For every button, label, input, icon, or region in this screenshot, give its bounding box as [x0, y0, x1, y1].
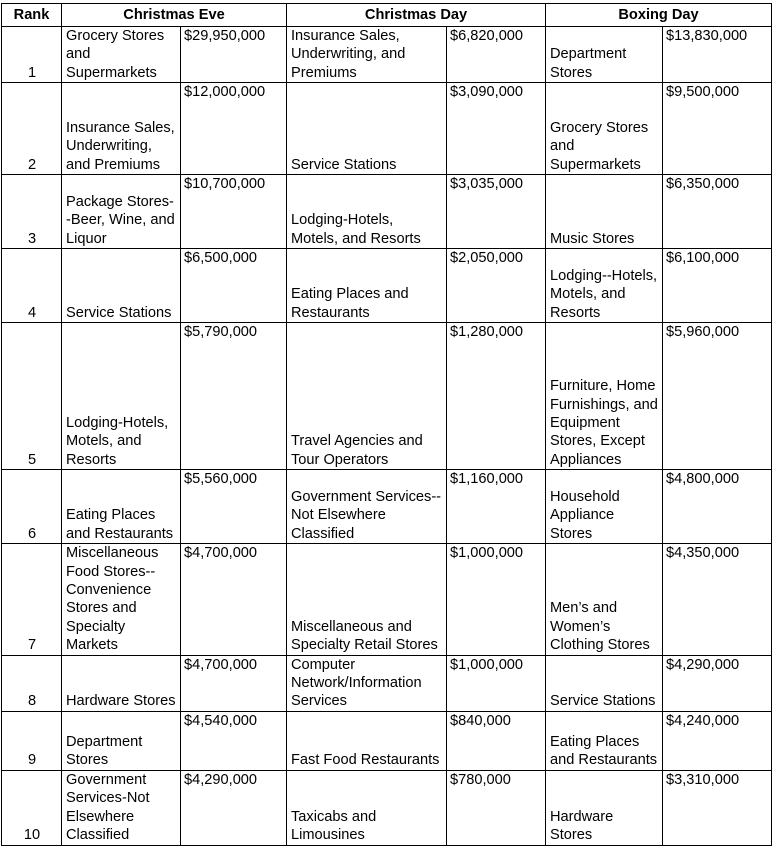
boxing-day-amount: $4,240,000 — [663, 711, 772, 770]
rank-cell: 3 — [2, 175, 62, 249]
christmas-eve-category: Eating Places and Restaurants — [62, 470, 181, 544]
christmas-day-category: Insurance Sales, Underwriting, and Premiums — [287, 27, 447, 83]
christmas-eve-category: Government Services-Not Elsewhere Classified — [62, 770, 181, 845]
rank-cell: 2 — [2, 83, 62, 175]
christmas-eve-amount: $4,290,000 — [181, 770, 287, 845]
boxing-day-header: Boxing Day — [546, 4, 772, 27]
christmas-day-header: Christmas Day — [287, 4, 546, 27]
boxing-day-category: Household Appliance Stores — [546, 470, 663, 544]
boxing-day-amount: $3,310,000 — [663, 770, 772, 845]
christmas-eve-category: Package Stores--Beer, Wine, and Liquor — [62, 175, 181, 249]
rank-cell: 4 — [2, 249, 62, 323]
christmas-day-category: Service Stations — [287, 83, 447, 175]
table-body — [2, 27, 772, 846]
boxing-day-category: Hardware Stores — [546, 770, 663, 845]
table-row — [2, 655, 772, 711]
christmas-eve-header: Christmas Eve — [62, 4, 287, 27]
rank-cell: 10 — [2, 770, 62, 845]
christmas-eve-amount: $4,700,000 — [181, 544, 287, 655]
christmas-day-category: Eating Places and Restaurants — [287, 249, 447, 323]
christmas-day-amount: $2,050,000 — [447, 249, 546, 323]
christmas-day-amount: $1,000,000 — [447, 655, 546, 711]
christmas-eve-category: Insurance Sales, Underwriting, and Premiums — [62, 83, 181, 175]
rank-header: Rank — [2, 4, 62, 27]
table-row — [2, 711, 772, 770]
christmas-day-amount: $3,035,000 — [447, 175, 546, 249]
christmas-day-amount: $3,090,000 — [447, 83, 546, 175]
boxing-day-category: Furniture, Home Furnishings, and Equipment Stores, Except Appliances — [546, 323, 663, 470]
boxing-day-amount: $4,800,000 — [663, 470, 772, 544]
boxing-day-amount: $4,290,000 — [663, 655, 772, 711]
christmas-eve-amount: $10,700,000 — [181, 175, 287, 249]
table-row — [2, 470, 772, 544]
rank-cell: 5 — [2, 323, 62, 470]
christmas-day-amount: $1,280,000 — [447, 323, 546, 470]
christmas-day-category: Lodging-Hotels, Motels, and Resorts — [287, 175, 447, 249]
christmas-eve-amount: $29,950,000 — [181, 27, 287, 83]
rank-cell: 1 — [2, 27, 62, 83]
rank-cell: 7 — [2, 544, 62, 655]
table-row — [2, 249, 772, 323]
christmas-day-amount: $6,820,000 — [447, 27, 546, 83]
christmas-day-amount: $840,000 — [447, 711, 546, 770]
christmas-eve-category: Grocery Stores and Supermarkets — [62, 27, 181, 83]
rank-cell: 8 — [2, 655, 62, 711]
christmas-day-category: Taxicabs and Limousines — [287, 770, 447, 845]
christmas-eve-category: Department Stores — [62, 711, 181, 770]
boxing-day-amount: $5,960,000 — [663, 323, 772, 470]
christmas-eve-category: Lodging-Hotels, Motels, and Resorts — [62, 323, 181, 470]
christmas-day-category: Computer Network/Information Services — [287, 655, 447, 711]
boxing-day-category: Service Stations — [546, 655, 663, 711]
christmas-eve-amount: $6,500,000 — [181, 249, 287, 323]
boxing-day-amount: $6,100,000 — [663, 249, 772, 323]
christmas-day-amount: $780,000 — [447, 770, 546, 845]
christmas-eve-category: Hardware Stores — [62, 655, 181, 711]
boxing-day-category: Eating Places and Restaurants — [546, 711, 663, 770]
rank-cell: 9 — [2, 711, 62, 770]
christmas-day-amount: $1,160,000 — [447, 470, 546, 544]
boxing-day-category: Music Stores — [546, 175, 663, 249]
christmas-eve-category: Service Stations — [62, 249, 181, 323]
boxing-day-amount: $4,350,000 — [663, 544, 772, 655]
boxing-day-category: Grocery Stores and Supermarkets — [546, 83, 663, 175]
christmas-day-category: Government Services--Not Elsewhere Classified — [287, 470, 447, 544]
boxing-day-amount: $13,830,000 — [663, 27, 772, 83]
holiday-sales-table — [1, 3, 772, 846]
christmas-eve-category: Miscellaneous Food Stores--Convenience Stores and Specialty Markets — [62, 544, 181, 655]
boxing-day-amount: $9,500,000 — [663, 83, 772, 175]
header-row — [2, 4, 772, 27]
table-row — [2, 323, 772, 470]
christmas-eve-amount: $4,540,000 — [181, 711, 287, 770]
table-row — [2, 27, 772, 83]
boxing-day-category: Men’s and Women’s Clothing Stores — [546, 544, 663, 655]
christmas-eve-amount: $4,700,000 — [181, 655, 287, 711]
christmas-day-amount: $1,000,000 — [447, 544, 546, 655]
boxing-day-category: Lodging--Hotels, Motels, and Resorts — [546, 249, 663, 323]
table-row — [2, 544, 772, 655]
christmas-eve-amount: $5,560,000 — [181, 470, 287, 544]
table-row — [2, 83, 772, 175]
christmas-day-category: Miscellaneous and Specialty Retail Stores — [287, 544, 447, 655]
rank-cell: 6 — [2, 470, 62, 544]
christmas-eve-amount: $12,000,000 — [181, 83, 287, 175]
table-row — [2, 770, 772, 845]
boxing-day-category: Department Stores — [546, 27, 663, 83]
christmas-eve-amount: $5,790,000 — [181, 323, 287, 470]
christmas-day-category: Travel Agencies and Tour Operators — [287, 323, 447, 470]
boxing-day-amount: $6,350,000 — [663, 175, 772, 249]
table-row — [2, 175, 772, 249]
christmas-day-category: Fast Food Restaurants — [287, 711, 447, 770]
